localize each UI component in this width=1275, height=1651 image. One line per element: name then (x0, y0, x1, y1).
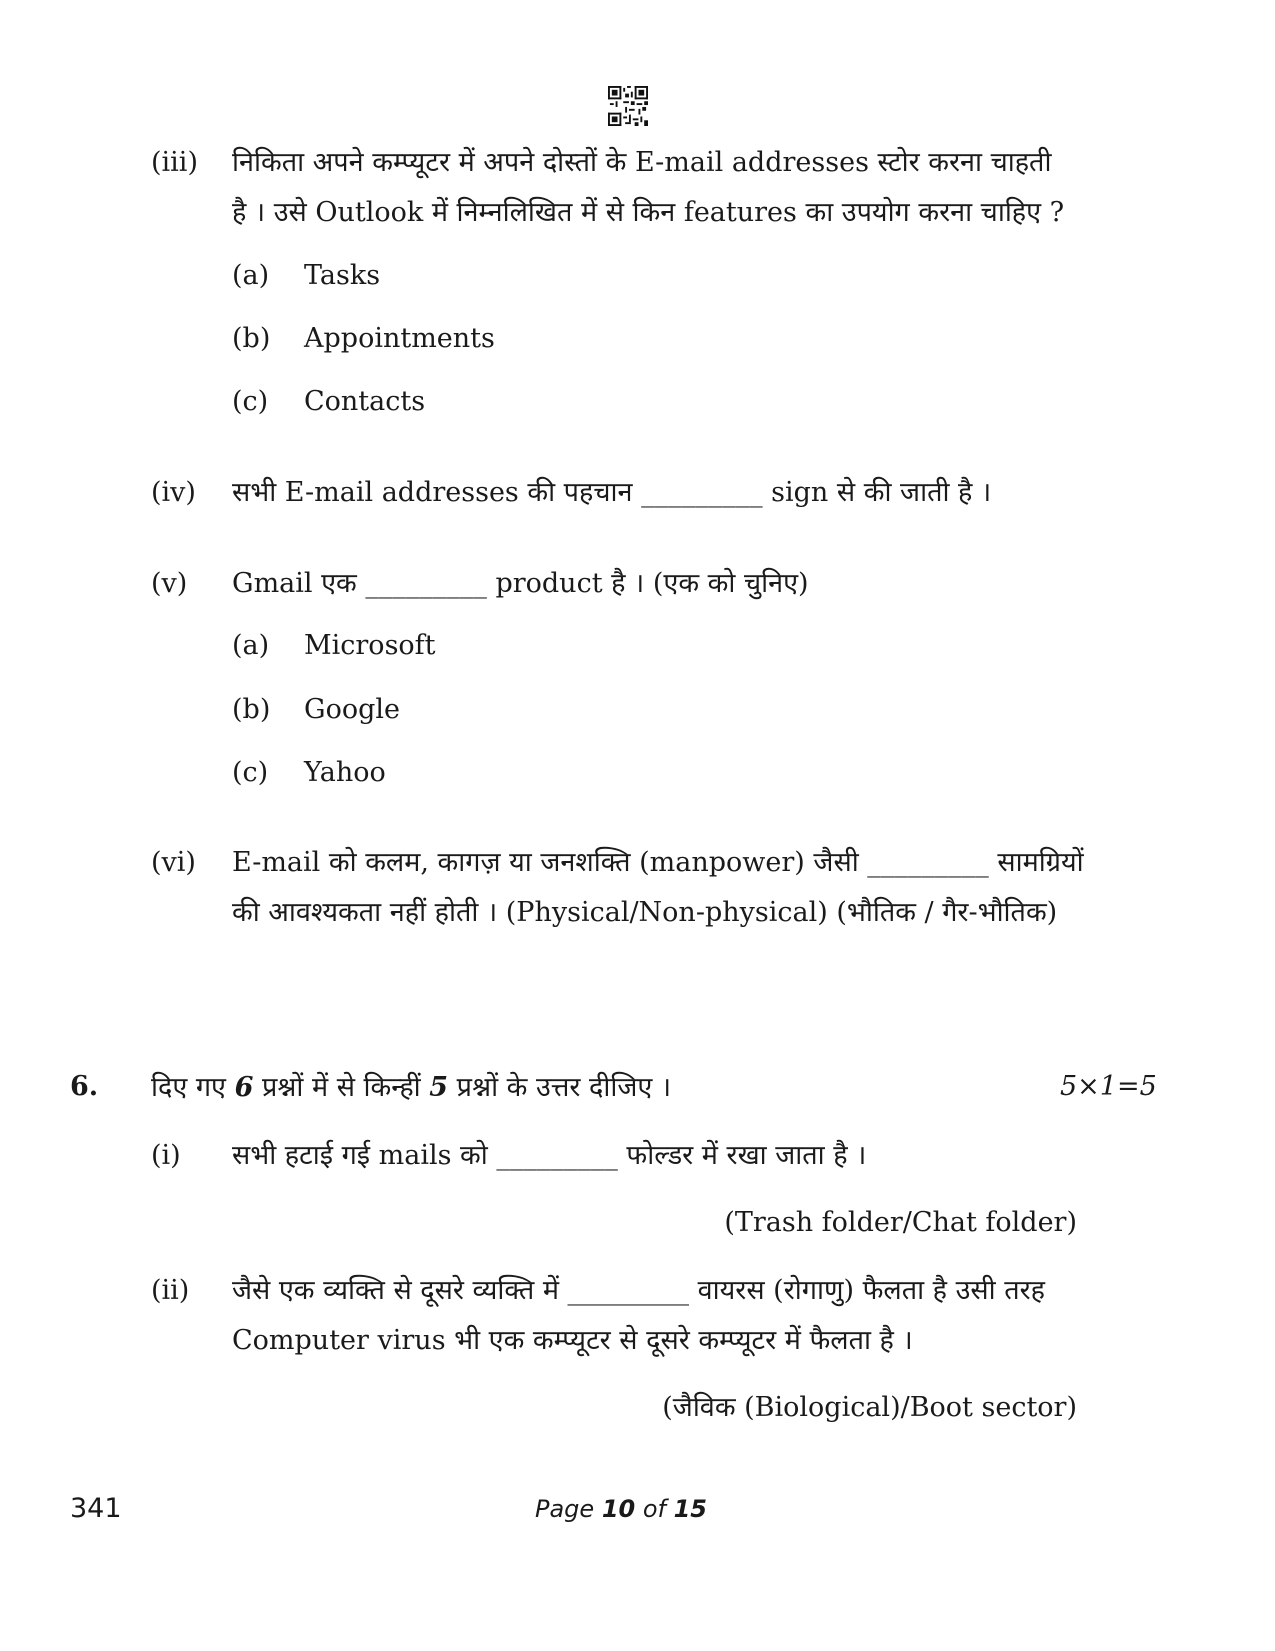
question-text-line: सभी हटाई गई mails को _________ फोल्डर में रखा जाता है । (232, 1140, 867, 1171)
answer-hint: (जैविक (Biological)/Boot sector) (662, 1392, 1077, 1423)
question-label: (i) (151, 1140, 181, 1171)
option-label: (c) (232, 757, 269, 788)
marks-allocation: 5×1=5 (1060, 1071, 1157, 1102)
question-label: (iv) (151, 477, 196, 508)
question-text-line: है । उसे Outlook में निम्नलिखित में से किन features का उपयोग करना चाहिए ? (232, 197, 1065, 228)
question-text-line: निकिता अपने कम्प्यूटर में अपने दोस्तों के E-mail addresses स्टोर करना चाहती (232, 147, 1052, 178)
option-label: (a) (232, 260, 270, 291)
option-label: (c) (232, 386, 269, 417)
question-text-line: सभी E-mail addresses की पहचान _________ sign से की जाती है । (232, 477, 992, 508)
option-text: Google (304, 694, 400, 725)
question-text-line: जैसे एक व्यक्ति से दूसरे व्यक्ति में _________ वायरस (रोगाणु) फैलता है उसी तरह (232, 1275, 1045, 1306)
option-label: (b) (232, 694, 271, 725)
question-text-line: की आवश्यकता नहीं होती । (Physical/Non-physical) (भौतिक / गैर-भौतिक) (232, 897, 1058, 928)
question-label: (vi) (151, 847, 196, 878)
page-number: Page 10 of 15 (535, 1495, 708, 1523)
paper-code: 341 (70, 1493, 122, 1524)
option-text: Microsoft (304, 630, 436, 661)
question-text-line: E-mail को कलम, कागज़ या जनशक्ति (manpower) जैसी _________ सामग्रियों (232, 847, 1084, 878)
question-text-line: Gmail एक _________ product है । (एक को चुनिए) (232, 568, 809, 599)
question-label: (v) (151, 568, 188, 599)
option-text: Tasks (304, 260, 381, 291)
option-text: Appointments (304, 323, 495, 354)
qr-code-icon (608, 86, 648, 126)
option-label: (b) (232, 323, 271, 354)
option-text: Yahoo (304, 757, 386, 788)
option-label: (a) (232, 630, 270, 661)
answer-hint: (Trash folder/Chat folder) (724, 1207, 1077, 1238)
question-instruction: दिए गए 6 प्रश्नों में से किन्हीं 5 प्रश्नों के उत्तर दीजिए । (151, 1072, 672, 1103)
question-text-line: Computer virus भी एक कम्प्यूटर से दूसरे कम्प्यूटर में फैलता है । (232, 1325, 913, 1356)
option-text: Contacts (304, 386, 426, 417)
question-label: (ii) (151, 1275, 190, 1306)
question-number: 6. (70, 1071, 99, 1102)
question-label: (iii) (151, 147, 198, 178)
